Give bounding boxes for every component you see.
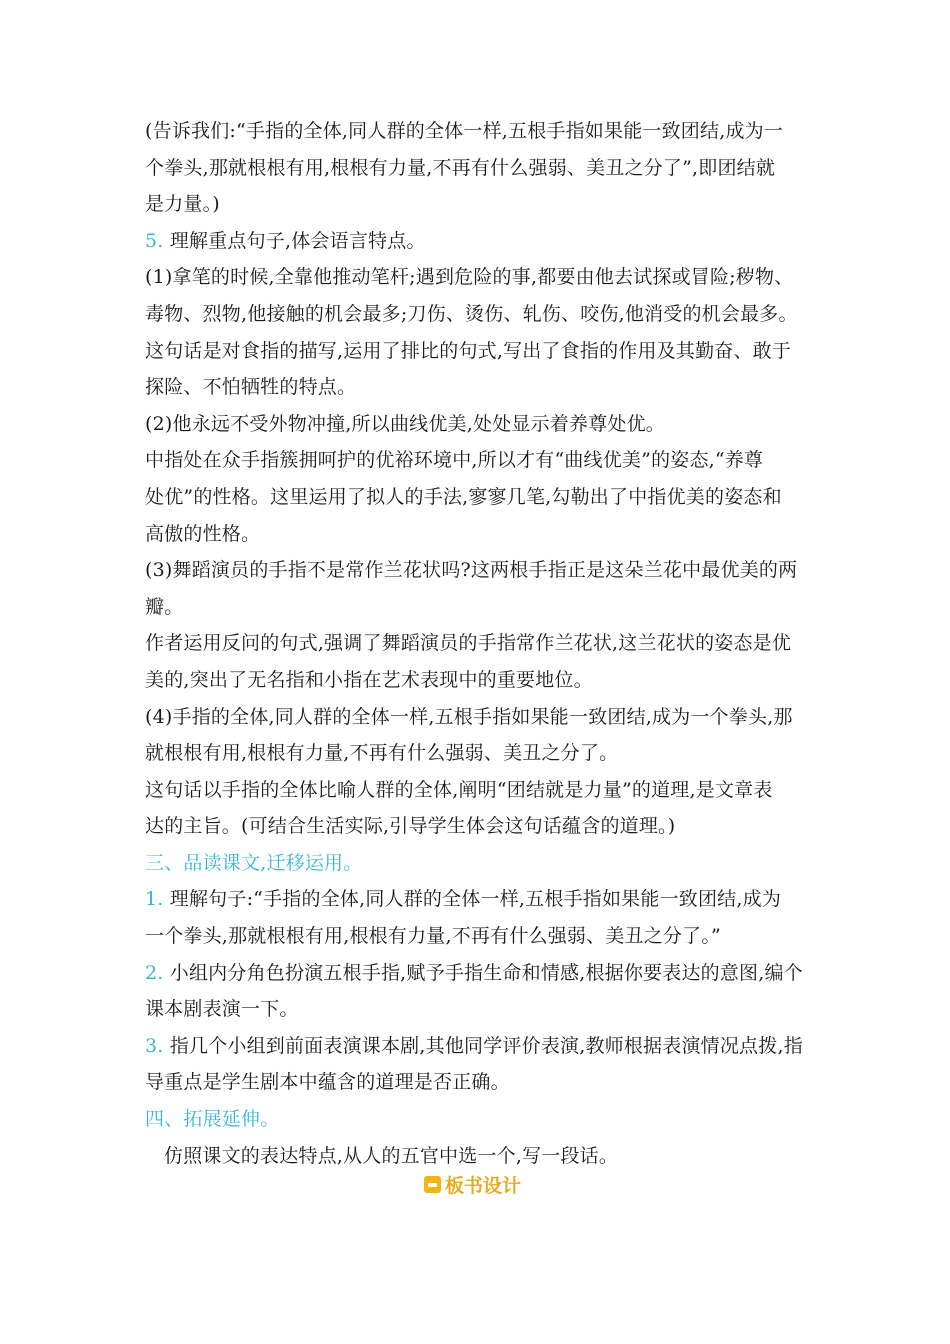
analysis-1-line-1: 这句话是对食指的描写,运用了排比的句式,写出了食指的作用及其勤奋、敢于 — [145, 339, 792, 362]
analysis-2-line-3: 高傲的性格。 — [145, 522, 261, 545]
task-3-line-1: 3. 指几个小组到前面表演课本剧,其他同学评价表演,教师根据表演情况点拨,指 — [145, 1034, 803, 1057]
sentence-3-line-1: (3)舞蹈演员的手指不是常作兰花状吗?这两根手指正是这朵兰花中最优美的两 — [145, 559, 798, 582]
section-4-heading: 四、拓展延伸。 — [145, 1108, 280, 1131]
sentence-1-line-2: 毒物、烈物,他接触的机会最多;刀伤、烫伤、轧伤、咬伤,他消受的机会最多。 — [145, 302, 798, 325]
task-2-line-1: 2. 小组内分角色扮演五根手指,赋予手指生命和情感,根据你要表达的意图,编个 — [145, 961, 803, 984]
text-line-1: (告诉我们:“手指的全体,同人群的全体一样,五根手指如果能一致团结,成为一 — [145, 120, 784, 142]
item-number: 2. — [145, 961, 164, 984]
analysis-4-line-2: 达的主旨。(可结合生活实际,引导学生体会这句话蕴含的道理。) — [145, 815, 676, 838]
task-1-line-1: 1. 理解句子:“手指的全体,同人群的全体一样,五根手指如果能一致团结,成为 — [145, 888, 782, 911]
extension-task: 仿照课文的表达特点,从人的五官中选一个,写一段话。 — [164, 1144, 619, 1167]
text-line-3: 是力量。) — [145, 193, 220, 216]
board-design-title — [424, 1170, 521, 1198]
analysis-1-line-2: 探险、不怕牺牲的特点。 — [145, 376, 357, 399]
task-2-line-2: 课本剧表演一下。 — [145, 998, 299, 1021]
analysis-3-line-1: 作者运用反问的句式,强调了舞蹈演员的手指常作兰花状,这兰花状的姿态是优 — [145, 632, 792, 655]
sentence-2: (2)他永远不受外物冲撞,所以曲线优美,处处显示着养尊处优。 — [145, 412, 665, 435]
sentence-4-line-2: 就根根有用,根根有力量,不再有什么强弱、美丑之分了。 — [145, 742, 619, 765]
analysis-3-line-2: 美的,突出了无名指和小指在艺术表现中的重要地位。 — [145, 668, 593, 691]
item-number: 5. — [145, 229, 164, 252]
sentence-1-line-1: (1)拿笔的时候,全靠他推动笔杆;遇到危险的事,都要由他去试探或冒险;秽物、 — [145, 266, 794, 289]
sentence-4-line-1: (4)手指的全体,同人群的全体一样,五根手指如果能一致团结,成为一个拳头,那 — [145, 705, 793, 728]
task-3-line-2: 导重点是学生剧本中蕴含的道理是否正确。 — [145, 1071, 510, 1094]
item-number: 3. — [145, 1034, 164, 1057]
board-icon — [424, 1176, 441, 1193]
sentence-3-line-2: 瓣。 — [145, 595, 184, 618]
analysis-4-line-1: 这句话以手指的全体比喻人群的全体,阐明“团结就是力量”的道理,是文章表 — [145, 778, 773, 801]
task-1-line-2: 一个拳头,那就根根有用,根根有力量,不再有什么强弱、美丑之分了。” — [145, 925, 721, 948]
board-design-label: 板书设计 — [445, 1174, 522, 1197]
analysis-2-line-1: 中指处在众手指簇拥呵护的优裕环境中,所以才有“曲线优美”的姿态,“养尊 — [145, 449, 764, 472]
section-3-heading: 三、品读课文,迁移运用。 — [145, 851, 363, 874]
item-number: 1. — [145, 888, 164, 911]
text-line-2: 个拳头,那就根根有用,根根有力量,不再有什么强弱、美丑之分了”,即团结就 — [145, 156, 776, 179]
analysis-2-line-2: 处优”的性格。这里运用了拟人的手法,寥寥几笔,勾勒出了中指优美的姿态和 — [145, 485, 782, 508]
point-5-heading: 5. 理解重点句子,体会语言特点。 — [145, 229, 426, 252]
document-body — [145, 113, 810, 1174]
